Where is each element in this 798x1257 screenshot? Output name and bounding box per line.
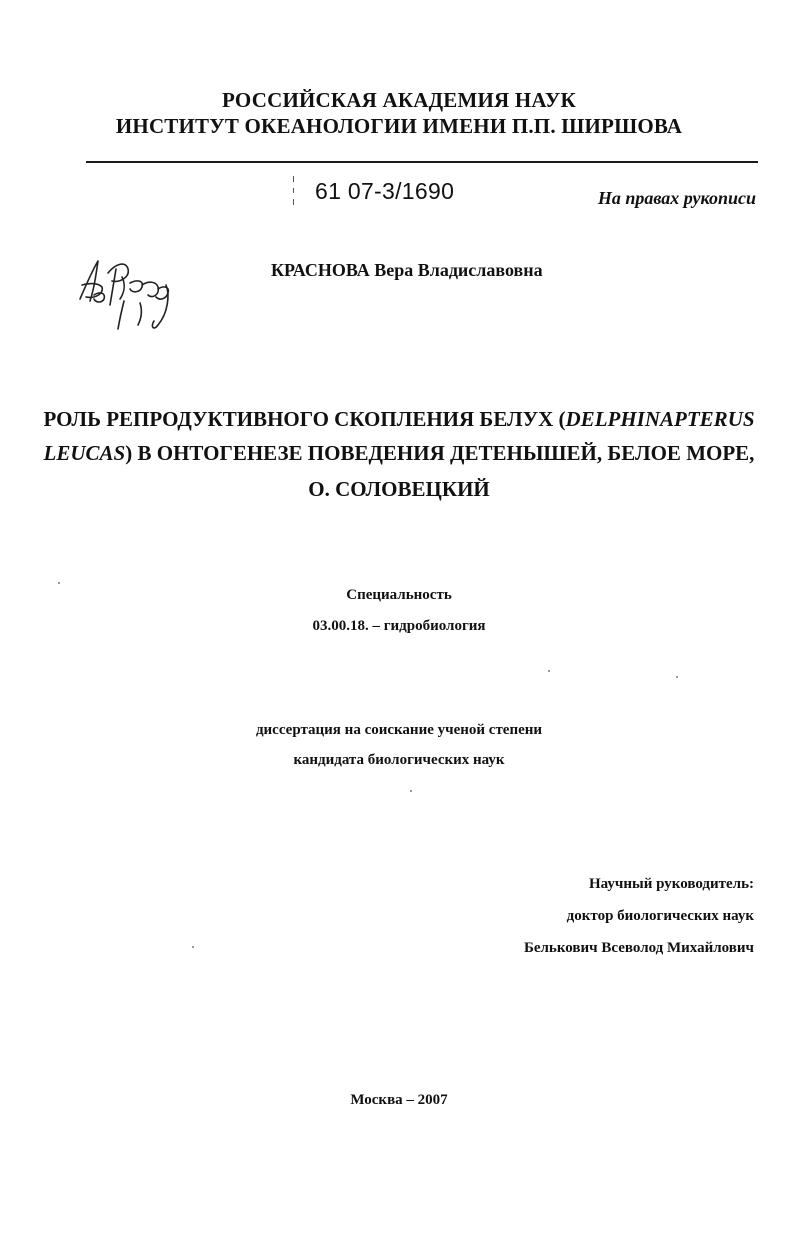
title-rest: ) В ОНТОГЕНЕЗЕ ПОВЕДЕНИЯ ДЕТЕНЫШЕЙ, БЕЛОЕ МОРЕ, — [125, 441, 755, 465]
archive-number: 61 07-3/1690 — [315, 178, 455, 204]
stamp-tick-mark — [293, 188, 294, 193]
scan-speck — [58, 582, 60, 584]
supervisor-name: Белькович Всеволод Михайлович — [523, 940, 754, 956]
specialty-code: 03.00.18. – гидробиология — [312, 618, 486, 634]
title-prefix: РОЛЬ РЕПРОДУКТИВНОГО СКОПЛЕНИЯ БЕЛУХ ( — [43, 407, 566, 431]
stamp-tick-mark — [293, 199, 294, 205]
organization-name: РОССИЙСКАЯ АКАДЕМИЯ НАУК — [222, 88, 576, 112]
manuscript-rights: На правах рукописи — [597, 188, 756, 208]
header-divider — [86, 161, 758, 163]
scan-speck — [410, 790, 412, 792]
title-line-3: О. СОЛОВЕЦКИЙ — [308, 477, 490, 501]
scan-speck — [192, 946, 194, 948]
scan-speck — [548, 670, 550, 672]
supervisor-degree: доктор биологических наук — [566, 908, 754, 924]
city-year: Москва – 2007 — [350, 1092, 448, 1108]
specialty-label: Специальность — [346, 587, 452, 603]
title-line-2 — [0, 441, 798, 466]
degree-line-2: кандидата биологических наук — [293, 752, 505, 768]
title-latin-species: LEUCAS — [43, 441, 126, 465]
scan-speck — [676, 676, 678, 678]
supervisor-label: Научный руководитель: — [589, 876, 754, 892]
signature-icon — [72, 255, 192, 337]
title-latin-genus: DELPHINAPTERUS — [565, 407, 755, 431]
degree-line-1: диссертация на соискание ученой степени — [255, 722, 543, 738]
title-line-1 — [0, 407, 798, 432]
author-name: КРАСНОВА Вера Владиславовна — [271, 260, 543, 280]
stamp-tick-mark — [293, 176, 294, 182]
institute-name: ИНСТИТУТ ОКЕАНОЛОГИИ ИМЕНИ П.П. ШИРШОВА — [115, 114, 683, 138]
